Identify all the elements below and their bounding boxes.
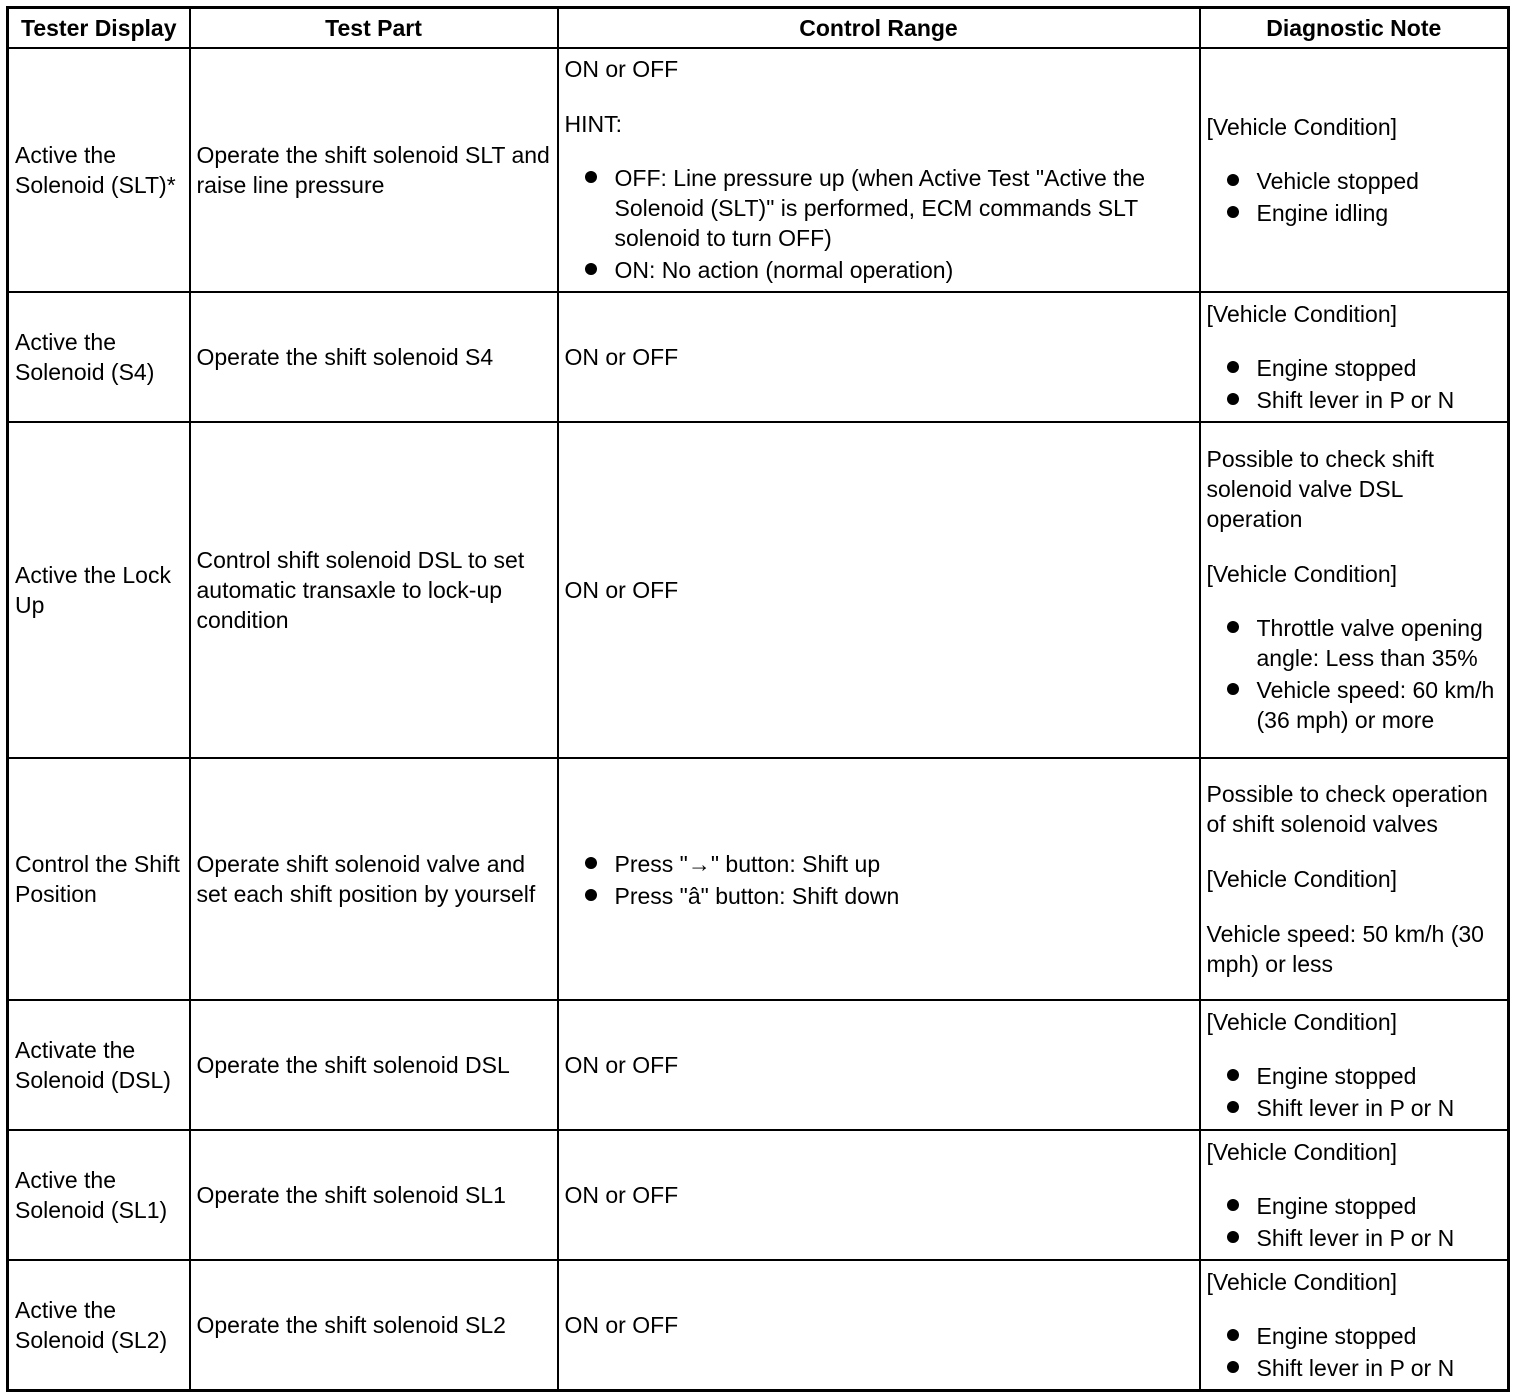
control-range-cell: ON or OFF xyxy=(558,1000,1200,1130)
tester-display-cell: Active the Lock Up xyxy=(8,422,190,758)
control-range-cell: ON or OFF xyxy=(558,1130,1200,1260)
condition-list xyxy=(1207,611,1502,735)
test-part-cell: Operate the shift solenoid S4 xyxy=(190,292,558,422)
vehicle-condition-label: [Vehicle Condition] xyxy=(1206,1009,1398,1036)
vehicle-condition-label: [Vehicle Condition] xyxy=(1206,561,1398,588)
vehicle-condition-label: [Vehicle Condition] xyxy=(1206,113,1398,140)
header-control-range: Control Range xyxy=(558,8,1200,49)
tester-display-cell: Active the Solenoid (SLT)* xyxy=(8,48,190,292)
test-part-cell: Operate the shift solenoid DSL xyxy=(190,1000,558,1130)
list-item: Shift lever in P or N xyxy=(1257,1221,1502,1253)
table-row xyxy=(8,1130,1509,1260)
diagnostic-intro: Possible to check shift solenoid valve DSL operation xyxy=(1206,446,1435,533)
table-row xyxy=(8,1260,1509,1390)
condition-text: Vehicle speed: 50 km/h (30 mph) or less xyxy=(1206,920,1484,977)
test-part-cell: Operate the shift solenoid SL1 xyxy=(190,1130,558,1260)
active-test-table xyxy=(6,6,1510,1392)
diagnostic-intro: Possible to check operation of shift solenoid valves xyxy=(1206,780,1488,837)
diagnostic-note-cell xyxy=(1200,1130,1509,1260)
vehicle-condition-label: [Vehicle Condition] xyxy=(1206,1269,1398,1296)
list-item: Vehicle stopped xyxy=(1257,164,1502,196)
diagnostic-note-cell xyxy=(1200,1260,1509,1390)
test-part-cell: Control shift solenoid DSL to set automatic transaxle to lock-up condition xyxy=(190,422,558,758)
hint-list xyxy=(565,161,1193,285)
condition-list xyxy=(1207,1059,1502,1123)
test-part-cell: Operate the shift solenoid SLT and raise line pressure xyxy=(190,48,558,292)
list-item: Press "â" button: Shift down xyxy=(615,879,1193,911)
header-row xyxy=(8,8,1509,49)
tester-display-cell: Active the Solenoid (S4) xyxy=(8,292,190,422)
diagnostic-note-cell xyxy=(1200,48,1509,292)
control-range-cell xyxy=(558,758,1200,1001)
condition-list xyxy=(1207,351,1502,415)
diagnostic-note-cell xyxy=(1200,1000,1509,1130)
table-row xyxy=(8,422,1509,758)
condition-list xyxy=(1207,1319,1502,1383)
list-item: ON: No action (normal operation) xyxy=(615,253,1193,285)
control-range-text: ON or OFF xyxy=(564,56,679,83)
header-diagnostic-note: Diagnostic Note xyxy=(1200,8,1509,49)
list-item: Press "→" button: Shift up xyxy=(615,847,1193,879)
hint-label: HINT: xyxy=(564,111,622,138)
list-item: Engine stopped xyxy=(1257,1189,1502,1221)
list-item: Vehicle speed: 60 km/h (36 mph) or more xyxy=(1257,673,1502,735)
tester-display-cell: Active the Solenoid (SL2) xyxy=(8,1260,190,1390)
table-row xyxy=(8,292,1509,422)
shift-button-list xyxy=(565,847,1193,911)
list-item: Engine idling xyxy=(1257,196,1502,228)
test-part-cell: Operate shift solenoid valve and set each shift position by yourself xyxy=(190,758,558,1001)
list-item: Throttle valve opening angle: Less than 35% xyxy=(1257,611,1502,673)
list-item: OFF: Line pressure up (when Active Test "Active the Solenoid (SLT)" is performed, ECM commands SLT solenoid to turn OFF) xyxy=(615,161,1193,253)
list-item: Shift lever in P or N xyxy=(1257,1091,1502,1123)
list-item: Engine stopped xyxy=(1257,1059,1502,1091)
tester-display-cell: Activate the Solenoid (DSL) xyxy=(8,1000,190,1130)
table-row xyxy=(8,48,1509,292)
vehicle-condition-label: [Vehicle Condition] xyxy=(1206,865,1398,892)
vehicle-condition-label: [Vehicle Condition] xyxy=(1206,300,1398,327)
list-item: Shift lever in P or N xyxy=(1257,1351,1502,1383)
diagnostic-note-cell xyxy=(1200,422,1509,758)
condition-list xyxy=(1207,1189,1502,1253)
list-item: Shift lever in P or N xyxy=(1257,383,1502,415)
list-item: Engine stopped xyxy=(1257,1319,1502,1351)
header-test-part: Test Part xyxy=(190,8,558,49)
control-range-cell: ON or OFF xyxy=(558,292,1200,422)
control-range-cell xyxy=(558,48,1200,292)
control-range-cell: ON or OFF xyxy=(558,422,1200,758)
vehicle-condition-label: [Vehicle Condition] xyxy=(1206,1139,1398,1166)
test-part-cell: Operate the shift solenoid SL2 xyxy=(190,1260,558,1390)
diagnostic-note-cell xyxy=(1200,292,1509,422)
tester-display-cell: Control the Shift Position xyxy=(8,758,190,1001)
tester-display-cell: Active the Solenoid (SL1) xyxy=(8,1130,190,1260)
diagnostic-note-cell xyxy=(1200,758,1509,1001)
table-row xyxy=(8,758,1509,1001)
control-range-cell: ON or OFF xyxy=(558,1260,1200,1390)
list-item: Engine stopped xyxy=(1257,351,1502,383)
header-tester-display: Tester Display xyxy=(8,8,190,49)
condition-list xyxy=(1207,164,1502,228)
table-row xyxy=(8,1000,1509,1130)
